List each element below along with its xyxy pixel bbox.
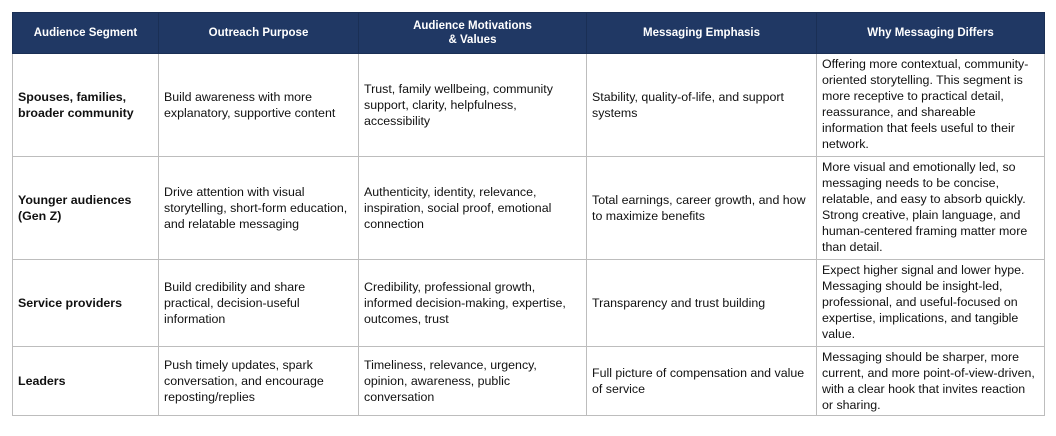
- table-row: [13, 54, 1045, 157]
- cell-motivations: Credibility, professional growth, informed decision-making, expertise, outcomes, trust: [359, 260, 587, 347]
- header-why-messaging-differs: Why Messaging Differs: [817, 13, 1045, 54]
- header-outreach-purpose: Outreach Purpose: [159, 13, 359, 54]
- cell-motivations: Trust, family wellbeing, community support, clarity, helpfulness, accessibility: [359, 54, 587, 157]
- audience-messaging-table: [12, 12, 1045, 416]
- cell-purpose: Build credibility and share practical, decision-useful information: [159, 260, 359, 347]
- cell-motivations: Authenticity, identity, relevance, inspiration, social proof, emotional connection: [359, 157, 587, 260]
- audience-messaging-table-container: [12, 12, 1044, 416]
- cell-purpose: Push timely updates, spark conversation, and encourage reposting/replies: [159, 347, 359, 416]
- cell-motivations: Timeliness, relevance, urgency, opinion, awareness, public conversation: [359, 347, 587, 416]
- cell-purpose: Drive attention with visual storytelling, short-form education, and relatable messaging: [159, 157, 359, 260]
- cell-emphasis: Stability, quality-of-life, and support systems: [587, 54, 817, 157]
- cell-purpose: Build awareness with more explanatory, supportive content: [159, 54, 359, 157]
- cell-why: Offering more contextual, community-oriented storytelling. This segment is more receptive to practical detail, reassurance, and shareable information that feels useful to their network.: [817, 54, 1045, 157]
- cell-emphasis: Transparency and trust building: [587, 260, 817, 347]
- header-messaging-emphasis: Messaging Emphasis: [587, 13, 817, 54]
- table-row: [13, 260, 1045, 347]
- cell-segment: Spouses, families, broader community: [13, 54, 159, 157]
- cell-why: More visual and emotionally led, so messaging needs to be concise, relatable, and easy to absorb quickly. Strong creative, plain language, and human-centered framing matter more than detail.: [817, 157, 1045, 260]
- cell-emphasis: Full picture of compensation and value of service: [587, 347, 817, 416]
- cell-segment: Younger audiences (Gen Z): [13, 157, 159, 260]
- table-row: [13, 347, 1045, 416]
- header-audience-segment: Audience Segment: [13, 13, 159, 54]
- table-header: [13, 13, 1045, 54]
- table-body: [13, 54, 1045, 416]
- table-row: [13, 157, 1045, 260]
- header-row: [13, 13, 1045, 54]
- cell-why: Messaging should be sharper, more current, and more point-of-view-driven, with a clear hook that invites reaction or sharing.: [817, 347, 1045, 416]
- cell-why: Expect higher signal and lower hype. Messaging should be insight-led, professional, and useful-focused on expertise, implications, and tangible value.: [817, 260, 1045, 347]
- cell-emphasis: Total earnings, career growth, and how to maximize benefits: [587, 157, 817, 260]
- cell-segment: Service providers: [13, 260, 159, 347]
- header-audience-motivations: Audience Motivations & Values: [359, 13, 587, 54]
- cell-segment: Leaders: [13, 347, 159, 416]
